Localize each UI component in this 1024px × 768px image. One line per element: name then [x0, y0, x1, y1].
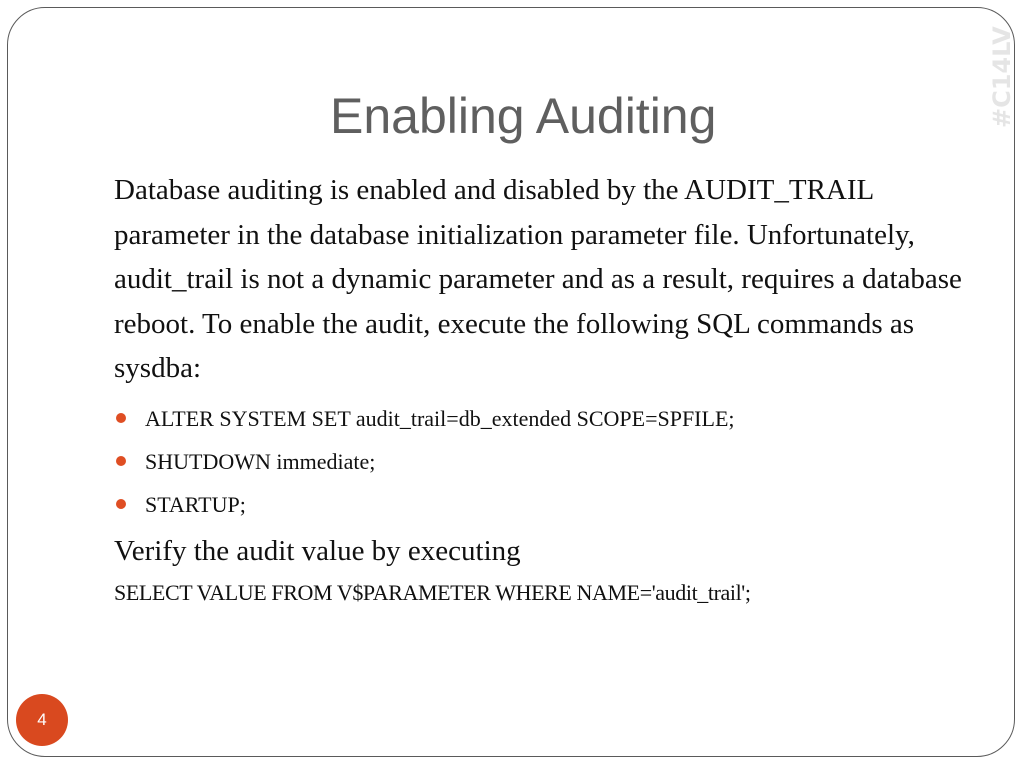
bullet-item-startup: [114, 483, 964, 526]
bullet-icon: [116, 456, 126, 466]
watermark: #C14LV: [988, 26, 1016, 128]
bullet-text: ALTER SYSTEM SET audit_trail=db_extended SCOPE=SPFILE;: [145, 405, 735, 431]
bullet-list: [114, 397, 964, 526]
slide-content: [114, 168, 964, 609]
bullet-item-shutdown: [114, 440, 964, 483]
verify-text: Verify the audit value by executing: [114, 534, 521, 567]
body-paragraph: Database auditing is enabled and disabled by the AUDIT_TRAIL parameter in the database initialization parameter file. Unfortunately, audit_trail is not a dynamic parameter and as a result, requires a database reboot. To enable the audit, execute the following SQL commands as sysdba:: [114, 174, 962, 384]
sql-query: SELECT VALUE FROM V$PARAMETER WHERE NAME='audit_trail';: [114, 579, 751, 605]
bullet-icon: [116, 413, 126, 423]
bullet-icon: [116, 499, 126, 509]
bullet-text: SHUTDOWN immediate;: [145, 448, 376, 474]
slide-title: Enabling Auditing: [330, 88, 717, 144]
page-number-badge: 4: [16, 694, 68, 746]
bullet-text: STARTUP;: [145, 491, 246, 517]
bullet-item-alter-system: [114, 397, 964, 440]
